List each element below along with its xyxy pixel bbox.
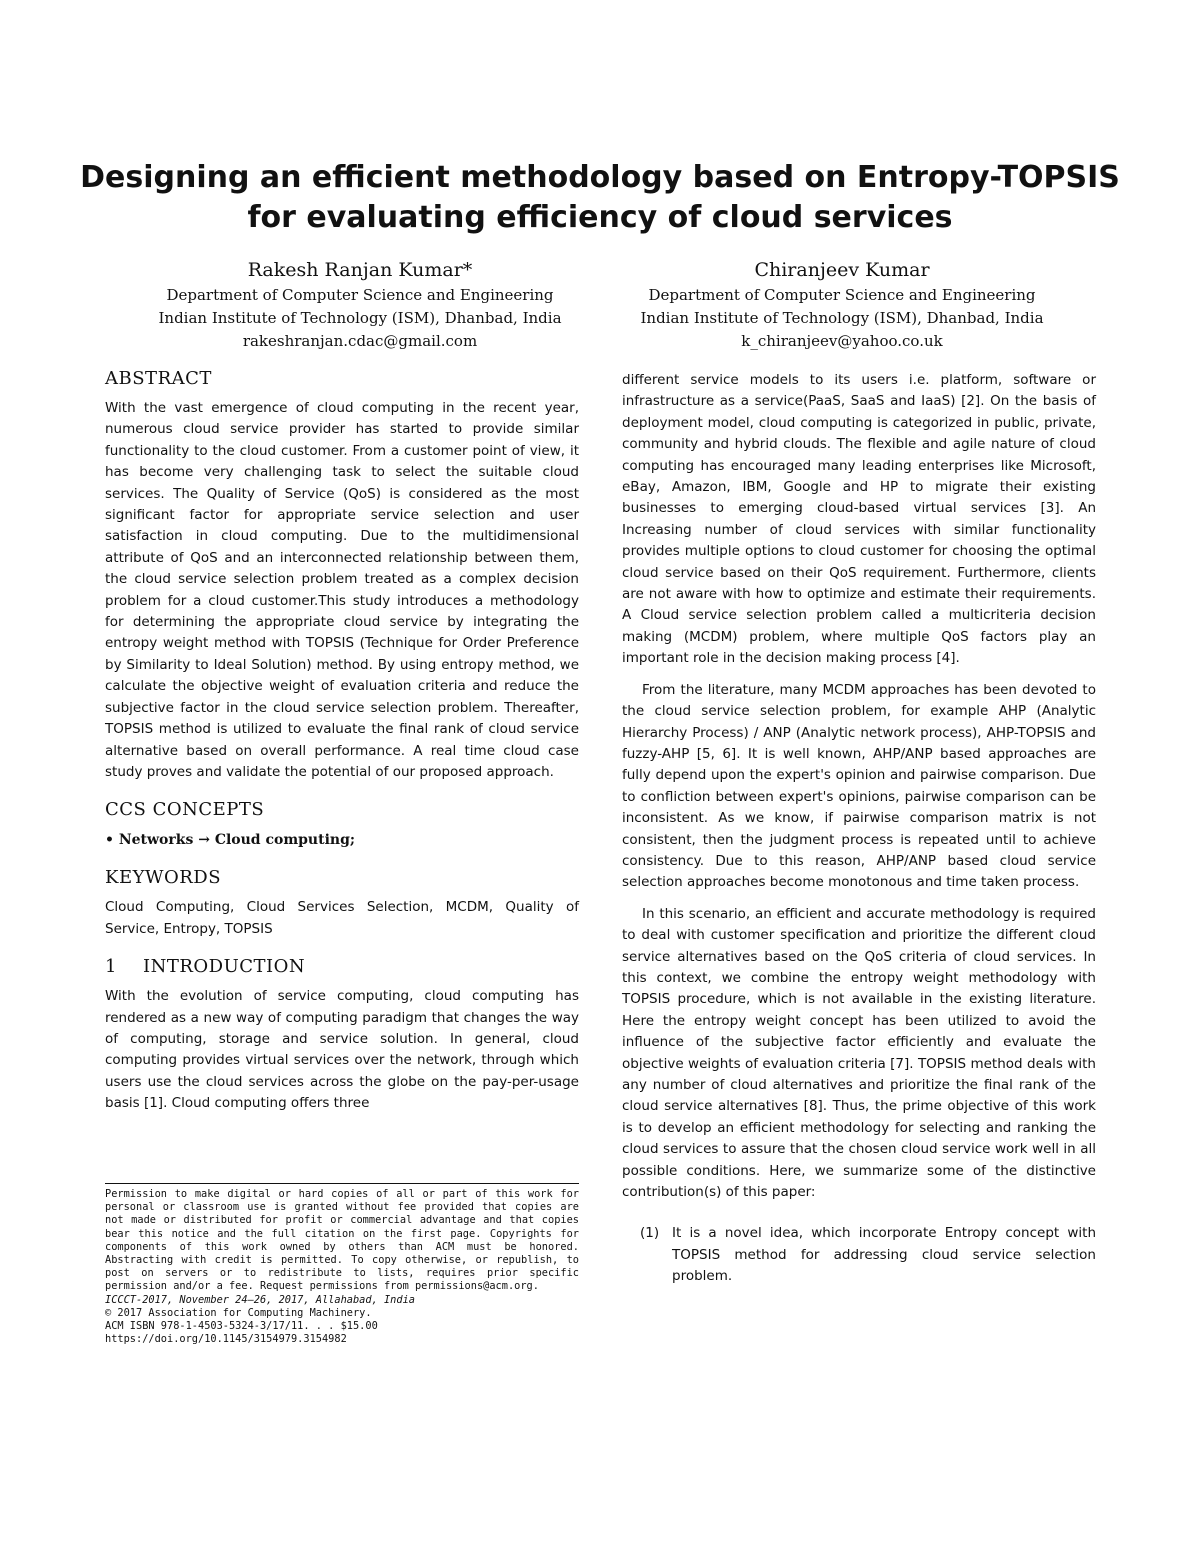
- introduction-paragraph-4: In this scenario, an efficient and accurate methodology is required to deal with customer specification and prioritize the different cloud service alternatives based on the QoS criteria of cloud services. In this context, we combine the entropy weight methodology with TOPSIS procedure, which is not available in the existing literature. Here the entropy weight concept has been utilized to avoid the influence of the subjective factor efficiently and evaluate the objective weights of evaluation criteria [7]. TOPSIS method deals with any number of cloud alternatives and prioritize the final rank of the cloud service alternatives [8]. Thus, the prime objective of this work is to develop an efficient methodology for selecting and ranking the cloud services to assure that the chosen cloud service work well in all possible conditions. Here, we summarize some of the distinctive contribution(s) of this paper:: [622, 905, 1096, 1201]
- list-item: [622, 1223, 1096, 1287]
- doi-link[interactable]: https://doi.org/10.1145/3154979.3154982: [105, 1333, 347, 1346]
- introduction-paragraph-3: From the literature, many MCDM approaches has been devoted to the cloud service selection problem, for example AHP (Analytic Hierarchy Process) / ANP (Analytic network process), AHP-TOPSIS and fuzzy-AHP [5, 6]. It is well known, AHP/ANP based approaches are fully depend upon the expert's opinion and pairwise comparison. Due to confliction between expert's opinions, pairwise comparison can be inconsistent. As we know, if pairwise comparison matrix is not consistent, then the judgment process is repeated until to achieve consistency. Due to this reason, AHP/ANP based cloud service selection approaches become monotonous and time taken process.: [622, 681, 1096, 891]
- author-block-2: [582, 256, 1102, 353]
- introduction-paragraph-2: different service models to its users i.e. platform, software or infrastructure as a service(PaaS, SaaS and IaaS) [2]. On the basis of deployment model, cloud computing is categorized in public, private, community and hybrid clouds. The flexible and agile nature of cloud computing has encouraged many leading enterprises like Microsoft, eBay, Amazon, IBM, Google and HP to migrate their existing businesses to emerging cloud-based virtual services [3]. An Increasing number of cloud services with similar functionality provides multiple options to cloud customer for choosing the optimal cloud service based on their QoS requirement. Furthermore, clients are not aware with how to optimize and estimate their requirements. A Cloud service selection problem called a multicriteria decision making (MCDM) problem, where multiple QoS factors play an important role in the decision making process [4].: [622, 372, 1096, 667]
- right-column: [622, 370, 1096, 1288]
- paper-title: [60, 158, 1140, 238]
- abstract-text: With the vast emergence of cloud computing in the recent year, numerous cloud service provider has started to provide similar functionality to the cloud customer. From a customer point of view, it has become very challenging task to select the suitable cloud services. The Quality of Service (QoS) is considered as the most significant factor for appropriate service selection and user satisfaction in cloud computing. Due to the multidimensional attribute of QoS and an interconnected relationship between them, the cloud service selection problem treated as a complex decision problem for a cloud customer.This study introduces a methodology for determining the appropriate cloud service by integrating the entropy weight method with TOPSIS (Technique for Order Preference by Similarity to Ideal Solution) method. By using entropy method, we calculate the objective weight of evaluation criteria and reduce the subjective factor in the cloud service selection problem. Thereafter, TOPSIS method is utilized to evaluate the final rank of cloud service alternative based on overall performance. A real time cloud case study proves and validate the potential of our proposed approach.: [105, 400, 579, 780]
- author-department: Department of Computer Science and Engineering: [166, 286, 554, 304]
- section-number: 1: [105, 956, 117, 978]
- author-email[interactable]: rakeshranjan.cdac@gmail.com: [242, 332, 478, 350]
- left-column: [105, 366, 579, 1115]
- title-line-1: Designing an efficient methodology based on Entropy-TOPSIS: [80, 160, 1120, 195]
- author-email[interactable]: k_chiranjeev@yahoo.co.uk: [741, 332, 943, 350]
- author-name: Rakesh Ranjan Kumar*: [247, 259, 473, 281]
- permission-text: Permission to make digital or hard copies of all or part of this work for personal or classroom use is granted without fee provided that copies are not made or distributed for profit or commercial advantage and that copies bear this notice and the full citation on the first page. Copyrights for components of this work owned by others than ACM must be honored. Abstracting with credit is permitted. To copy otherwise, or republish, to post on servers or to redistribute to lists, requires prior specific permission and/or a fee. Request permissions from permissions@acm.org.: [105, 1188, 579, 1293]
- ccs-text: • Networks → Cloud computing;: [105, 832, 356, 849]
- abstract-heading: ABSTRACT: [105, 368, 212, 389]
- introduction-paragraph-1: With the evolution of service computing, cloud computing has rendered as a new way of computing paradigm that changes the way of computing, storage and service solution. In general, cloud computing provides virtual services over the network, through which users use the cloud services across the globe on the pay-per-usage basis [1]. Cloud computing offers three: [105, 988, 579, 1112]
- permission-footnote: [105, 1183, 579, 1346]
- copyright-text: © 2017 Association for Computing Machinery.: [105, 1306, 372, 1319]
- list-marker: (1): [640, 1225, 660, 1242]
- ccs-heading: CCS CONCEPTS: [105, 799, 265, 821]
- keywords-text: Cloud Computing, Cloud Services Selection, MCDM, Quality of Service, Entropy, TOPSIS: [105, 899, 579, 937]
- title-line-2: for evaluating efficiency of cloud services: [247, 200, 953, 235]
- author-institution: Indian Institute of Technology (ISM), Dhanbad, India: [158, 309, 562, 327]
- contribution-list: [622, 1223, 1096, 1287]
- keywords-heading: KEYWORDS: [105, 867, 222, 889]
- section-title: INTRODUCTION: [143, 956, 306, 978]
- venue-text: ICCCT-2017, November 24–26, 2017, Allahabad, India: [105, 1293, 415, 1306]
- author-department: Department of Computer Science and Engineering: [648, 286, 1036, 304]
- introduction-heading: [105, 954, 579, 980]
- author-institution: Indian Institute of Technology (ISM), Dhanbad, India: [640, 309, 1044, 327]
- list-item-text: It is a novel idea, which incorporate Entropy concept with TOPSIS method for addressing cloud service selection problem.: [672, 1225, 1096, 1285]
- author-block-1: [100, 256, 620, 353]
- isbn-text: ACM ISBN 978-1-4503-5324-3/17/11. . . $15.00: [105, 1320, 378, 1333]
- footnote-rule: [105, 1183, 579, 1184]
- author-name: Chiranjeev Kumar: [754, 259, 930, 281]
